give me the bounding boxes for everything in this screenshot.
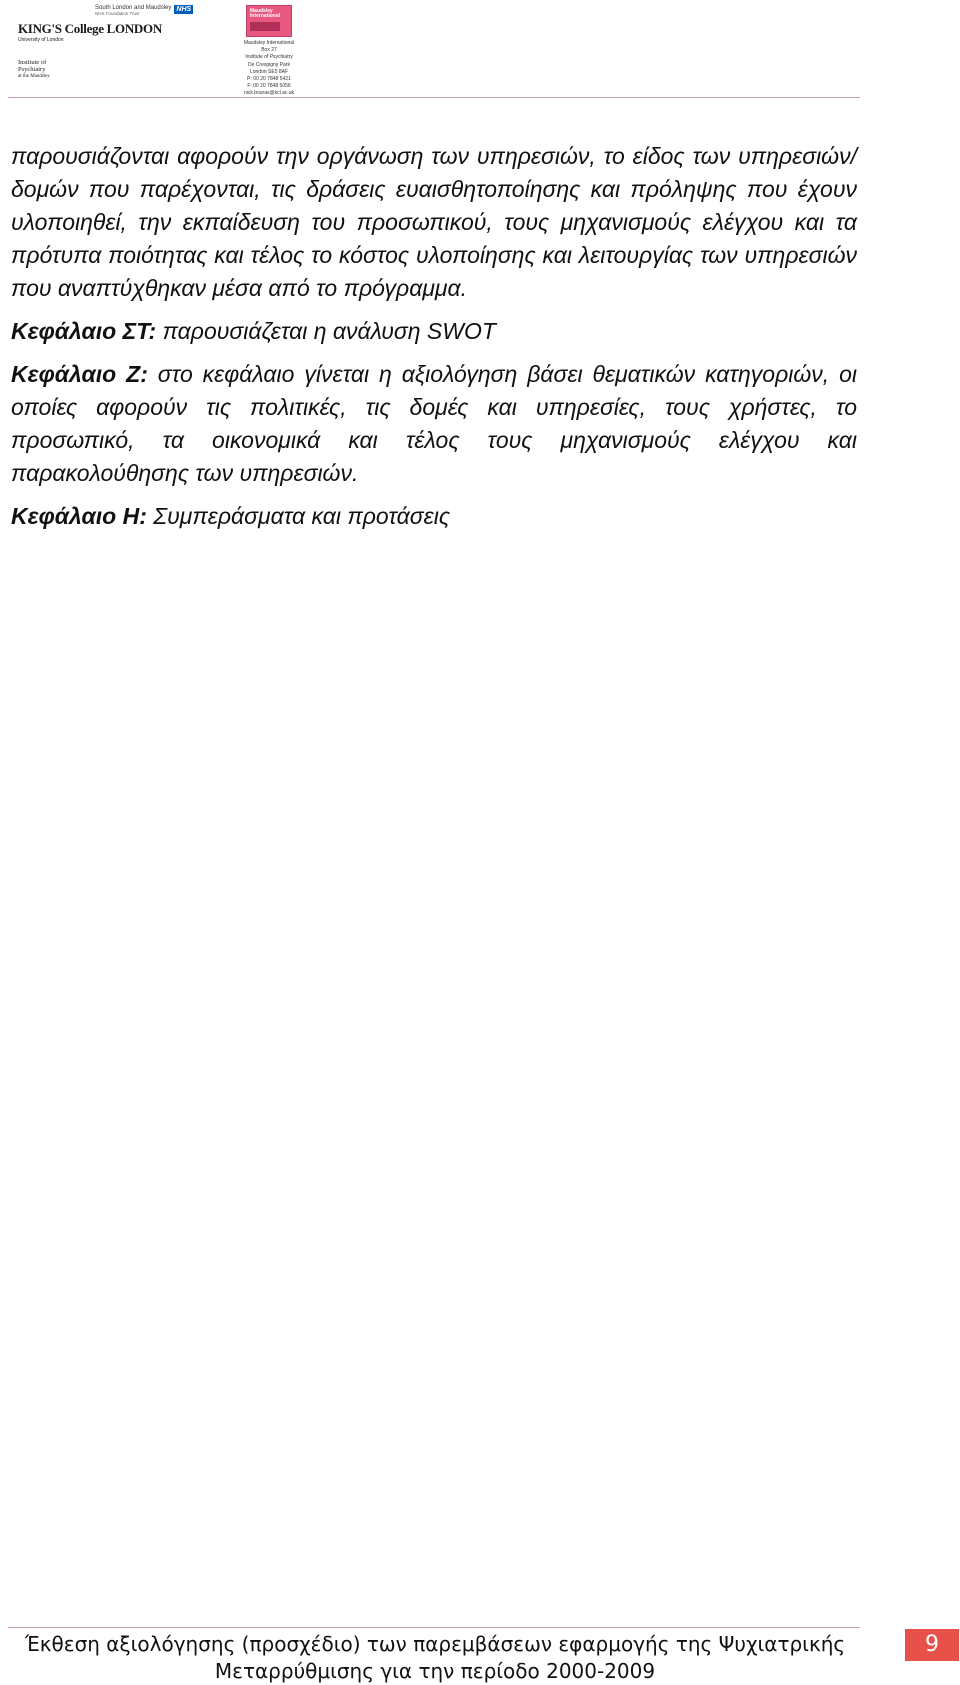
slam-subtitle: NHS Foundation Trust bbox=[95, 10, 140, 16]
address-email[interactable]: nick.bouras@kcl.ac.uk bbox=[243, 90, 295, 97]
maudsley-logo-graphic bbox=[250, 22, 280, 31]
document-body bbox=[11, 140, 857, 543]
chapter-6-label: Κεφάλαιο ΣΤ: bbox=[11, 318, 157, 344]
header-divider bbox=[8, 97, 860, 98]
footer-line-1: Έκθεση αξιολόγησης (προσχέδιο) των παρεμβάσεων εφαρμογής της Ψυχιατρικής bbox=[24, 1632, 846, 1656]
maudsley-international-logo-text: Maudsley International bbox=[250, 8, 281, 20]
kings-college-name: KING'S College LONDON bbox=[18, 21, 162, 36]
page-header bbox=[0, 0, 960, 100]
address-line: Box 27 bbox=[261, 47, 277, 54]
chapter-6-paragraph bbox=[11, 315, 857, 348]
address-line: De Crespigny Park bbox=[248, 61, 290, 68]
iop-name: Institute of Psychiatry bbox=[18, 59, 47, 73]
footer-line-2: Μεταρρύθμισης για την περίοδο 2000-2009 bbox=[214, 1659, 656, 1683]
page-number-badge: 9 bbox=[905, 1629, 959, 1661]
slam-logo bbox=[95, 5, 193, 17]
slam-name: South London and Maudsley bbox=[95, 5, 172, 12]
address-block bbox=[238, 40, 300, 98]
slam-text bbox=[95, 5, 171, 16]
footer-title bbox=[20, 1631, 850, 1685]
kings-college-logo bbox=[18, 21, 162, 43]
institute-of-psychiatry-logo bbox=[18, 60, 68, 79]
address-fax: F: 00 20 7848 5056 bbox=[247, 83, 291, 90]
chapter-7-text: στο κεφάλαιο γίνεται η αξιολόγηση βάσει θεματικών κατηγοριών, οι οποίες αφορούν τις πολιτικές, τις δομές και υπηρεσίες, τους χρήστες, το προσωπικό, τα οικονομικά και τέλος τους μηχανισμούς ελέγχου και παρακολούθησης των υπηρεσιών. bbox=[11, 361, 857, 486]
address-line: Maudsley International bbox=[243, 40, 295, 46]
chapter-6-text: παρουσιάζεται η ανάλυση SWOT bbox=[156, 318, 496, 344]
address-line: Institute of Psychiatry bbox=[245, 54, 293, 61]
footer-divider bbox=[8, 1627, 860, 1628]
iop-subtitle: at the Maudsley bbox=[18, 73, 50, 79]
chapter-8-text: Συμπεράσματα και προτάσεις bbox=[146, 503, 451, 529]
nhs-badge: NHS bbox=[176, 6, 192, 13]
address-phone: P: 00 20 7848 5421 bbox=[247, 76, 291, 83]
address-line: London SE5 8AF bbox=[249, 68, 289, 75]
chapter-7-label: Κεφάλαιο Ζ: bbox=[11, 361, 148, 387]
chapter-7-paragraph bbox=[11, 358, 857, 490]
intro-paragraph: παρουσιάζονται αφορούν την οργάνωση των υπηρεσιών, το είδος των υπηρεσιών/δομών που παρέχονται, τις δράσεις ευαισθητοποίησης και πρόληψης που έχουν υλοποιηθεί, την εκπαίδευση του προσωπικού, τους μηχανισμούς ελέγχου και τα πρότυπα ποιότητας και τέλος το κόστος υλοποίησης και λειτουργίας των υπηρεσιών που αναπτύχθηκαν μέσα από το πρόγραμμα. bbox=[11, 143, 857, 301]
chapter-8-label: Κεφάλαιο Η: bbox=[11, 503, 147, 529]
kings-college-subtitle: University of London bbox=[18, 37, 64, 43]
maudsley-international-logo bbox=[246, 5, 292, 37]
chapter-8-paragraph bbox=[11, 500, 857, 533]
